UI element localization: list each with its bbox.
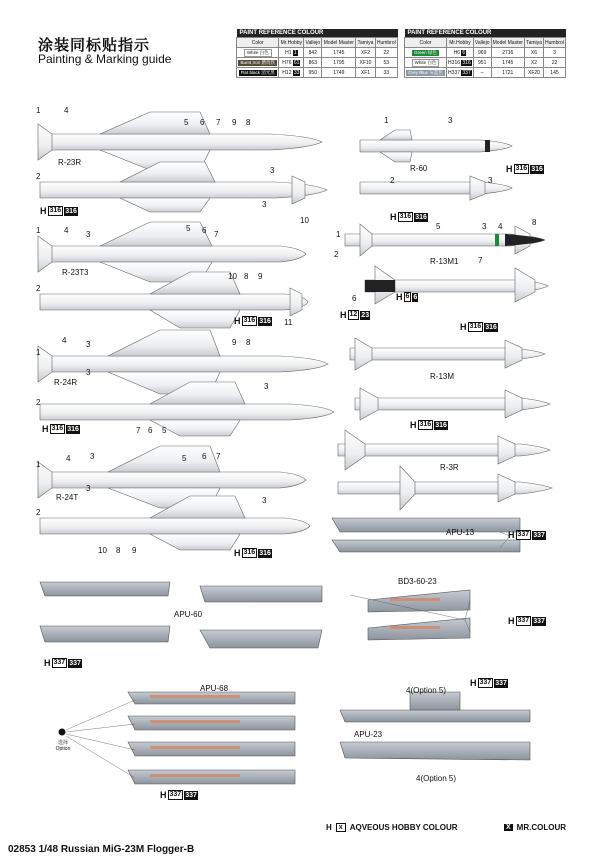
callout: 3	[262, 200, 267, 209]
callout: 7	[214, 230, 219, 239]
code-316: H 316 316	[506, 164, 543, 174]
missile-r23r-side	[40, 162, 327, 212]
missile-band	[365, 280, 395, 292]
option-label	[48, 740, 78, 752]
label-r24r: R-24R	[54, 378, 78, 387]
callout: 5	[184, 118, 189, 127]
callout: 3	[84, 268, 89, 277]
col-tamiya: Tamiya	[526, 39, 542, 46]
callout: 3	[86, 368, 91, 377]
callout: 3	[86, 340, 91, 349]
callout: 3	[86, 484, 91, 493]
callout: 6	[200, 118, 205, 127]
col-mrhobby: Mr.Hobby	[280, 39, 303, 46]
label-apu60: APU-60	[174, 610, 203, 619]
missile-r24r-top	[38, 330, 328, 394]
col-color: Color	[405, 38, 447, 48]
color-swatch: Grey Blue 灰蓝色	[408, 69, 443, 75]
code-337: H 337 337	[160, 790, 197, 800]
callout: 4	[498, 222, 503, 231]
legend-x-box: X	[506, 824, 511, 831]
pylon-apu13-top	[332, 518, 520, 532]
color-swatch: White 白色	[244, 49, 272, 57]
callout: 2	[390, 176, 395, 185]
pylon-stencil	[150, 695, 240, 698]
pylon-apu23-side	[340, 742, 530, 760]
pylon-apu13-side	[332, 540, 520, 552]
color-swatch: Green 绿色	[414, 49, 437, 55]
pylon-stencil	[150, 746, 240, 749]
missile-r13m-side	[355, 388, 550, 420]
color-swatch: Flat black 消光黑	[240, 69, 275, 75]
code-316: H 316 316	[234, 316, 271, 326]
callout: 8	[116, 546, 121, 555]
col-color: Color	[237, 38, 279, 48]
callout: 2	[36, 398, 41, 407]
callout: 4	[66, 454, 71, 463]
table-row: White 白色 H316 316 951 1745 X2 22	[405, 58, 566, 68]
pylon-apu60-2	[200, 586, 322, 602]
callout: 3	[90, 452, 95, 461]
paint-table-heading: PAINT REFERENCE COLOUR	[405, 29, 566, 38]
table-row: Green 绿色 H6 6 969 2716 X6 3	[405, 48, 566, 58]
pylon-stencil	[390, 626, 440, 629]
label-r13m: R-13M	[430, 372, 455, 381]
callout: 4	[64, 226, 69, 235]
pylon-stencil	[150, 774, 240, 777]
callout: 6	[352, 294, 357, 303]
callout: 9	[232, 118, 237, 127]
option-label-en: Option	[55, 746, 71, 752]
callout: 7	[216, 118, 221, 127]
callout: 10	[228, 272, 237, 281]
callout: 11	[284, 318, 293, 327]
callout: 2	[334, 250, 339, 259]
callout: 4	[64, 106, 69, 115]
callout: 9	[232, 338, 237, 347]
callout: 7	[478, 256, 483, 265]
pylon-apu60-1	[40, 582, 170, 596]
callout-option5: 4(Option 5)	[416, 774, 457, 783]
callout: 1	[36, 106, 41, 115]
code-316: H 316 316	[42, 424, 79, 434]
table-row: Grey Blue 灰蓝色 H337 337 -- 1721 XF20 145	[405, 68, 566, 78]
label-r60: R-60	[410, 164, 428, 173]
callout: 8	[532, 218, 537, 227]
callout: 3	[270, 166, 275, 175]
callout: 9	[258, 272, 263, 281]
code-337: H 337 337	[508, 616, 545, 626]
code-316: H 316 316	[410, 420, 447, 430]
code-316: H 316 316	[460, 322, 497, 332]
pylon-stencil	[390, 598, 440, 601]
callout: 4	[62, 336, 67, 345]
callout: 1	[36, 460, 41, 469]
callout: 5	[182, 454, 187, 463]
code-316: H 316 316	[40, 206, 77, 216]
callout: 10	[300, 216, 309, 225]
callout: 8	[244, 272, 249, 281]
callout-option5: 4(Option 5)	[406, 686, 447, 695]
legend-h-text: AQVEOUS HOBBY COLOUR	[349, 823, 458, 832]
callout: 7	[216, 452, 221, 461]
label-r13m1: R-13M1	[430, 257, 459, 266]
table-row: Flat black 消光黑 H12 33 950 1749 XF1 33	[237, 68, 398, 78]
callout: 1	[336, 230, 341, 239]
callout: 3	[448, 116, 453, 125]
col-tamiya: Tamiya	[357, 39, 374, 46]
callout: 2	[36, 508, 41, 517]
label-r3r: R-3R	[440, 463, 459, 472]
callout: 3	[264, 382, 269, 391]
table-row: White 白色 H1 1 842 1745 XF2 22	[237, 48, 398, 58]
legend-h-letter: H	[326, 823, 332, 832]
code-337: H 337 337	[44, 658, 81, 668]
callout: 5	[186, 224, 191, 233]
code-337: H 337 337	[508, 530, 545, 540]
callout: 3	[262, 496, 267, 505]
pylon-apu60-4	[200, 630, 322, 648]
missile-r3r-side	[338, 466, 552, 510]
callout: 5	[436, 222, 441, 231]
label-bd3: BD3-60-23	[398, 577, 437, 586]
missile-r24t-side	[40, 496, 310, 550]
label-apu68: APU-68	[200, 684, 229, 693]
missile-r24r-side	[40, 382, 334, 436]
option-label-cn: 选择	[57, 740, 68, 746]
missile-band-green	[495, 234, 499, 246]
callout: 3	[86, 230, 91, 239]
label-apu13: APU-13	[446, 528, 475, 537]
code-316: H 316 316	[390, 212, 427, 222]
label-apu23: APU-23	[354, 730, 383, 739]
callout: 8	[246, 118, 251, 127]
title-english: Painting & Marking guide	[38, 52, 172, 66]
legend-mrcolour	[504, 823, 566, 832]
callout: 3	[488, 176, 493, 185]
legend-x-text: MR.COLOUR	[516, 823, 566, 832]
callout: 1	[36, 348, 41, 357]
color-swatch: Burnt Iron 燃烧铁	[240, 59, 275, 65]
pylon-apu23-top	[340, 710, 530, 722]
code-6: H 6 6	[396, 292, 418, 302]
label-r24t: R-24T	[56, 493, 79, 502]
label-r23t: R-23T	[62, 268, 85, 277]
col-vallejo: Vallejo	[474, 39, 490, 46]
col-mrhobby: Mr.Hobby	[446, 38, 473, 48]
pylon-apu60-3	[40, 626, 170, 642]
callout: 6	[148, 426, 153, 435]
option-marker-icon	[59, 729, 66, 736]
legend-aqueous	[326, 823, 458, 832]
col-modelmaster: Model Master	[492, 39, 523, 46]
callout: 1	[36, 226, 41, 235]
callout: 3	[482, 222, 487, 231]
paint-table-heading: PAINT REFERENCE COLOUR	[237, 29, 398, 38]
col-vallejo: Vallejo	[305, 39, 321, 46]
missile-r13m-top	[350, 338, 545, 370]
code-316: H 316 316	[234, 548, 271, 558]
code-337: H 337 337	[470, 678, 507, 688]
color-swatch: White 白色	[412, 59, 440, 67]
code-12: H 12 23	[340, 310, 370, 320]
callout: 10	[98, 546, 107, 555]
legend-h-box: x	[336, 823, 346, 832]
title-chinese: 涂装同标贴指示	[38, 37, 151, 54]
callout: 1	[384, 116, 389, 125]
callout: 5	[162, 426, 167, 435]
callout: 2	[36, 172, 41, 181]
callout: 8	[246, 338, 251, 347]
pylon-stencil	[150, 720, 240, 723]
callout: 9	[132, 546, 137, 555]
label-r23r: R-23R	[58, 158, 82, 167]
col-modelmaster: Model Master	[323, 39, 354, 46]
callout: 6	[202, 452, 207, 461]
callout: 7	[136, 426, 141, 435]
callout: 2	[36, 284, 41, 293]
col-humbrol: Humbrol	[376, 39, 396, 46]
callout: 6	[202, 226, 207, 235]
footer-title: 02853 1/48 Russian MiG-23M Flogger-B	[8, 844, 195, 855]
col-humbrol: Humbrol	[545, 39, 564, 46]
missile-band	[485, 140, 490, 152]
table-row: Burnt Iron 燃烧铁 H76 61 863 1795 XF10 53	[237, 58, 398, 68]
